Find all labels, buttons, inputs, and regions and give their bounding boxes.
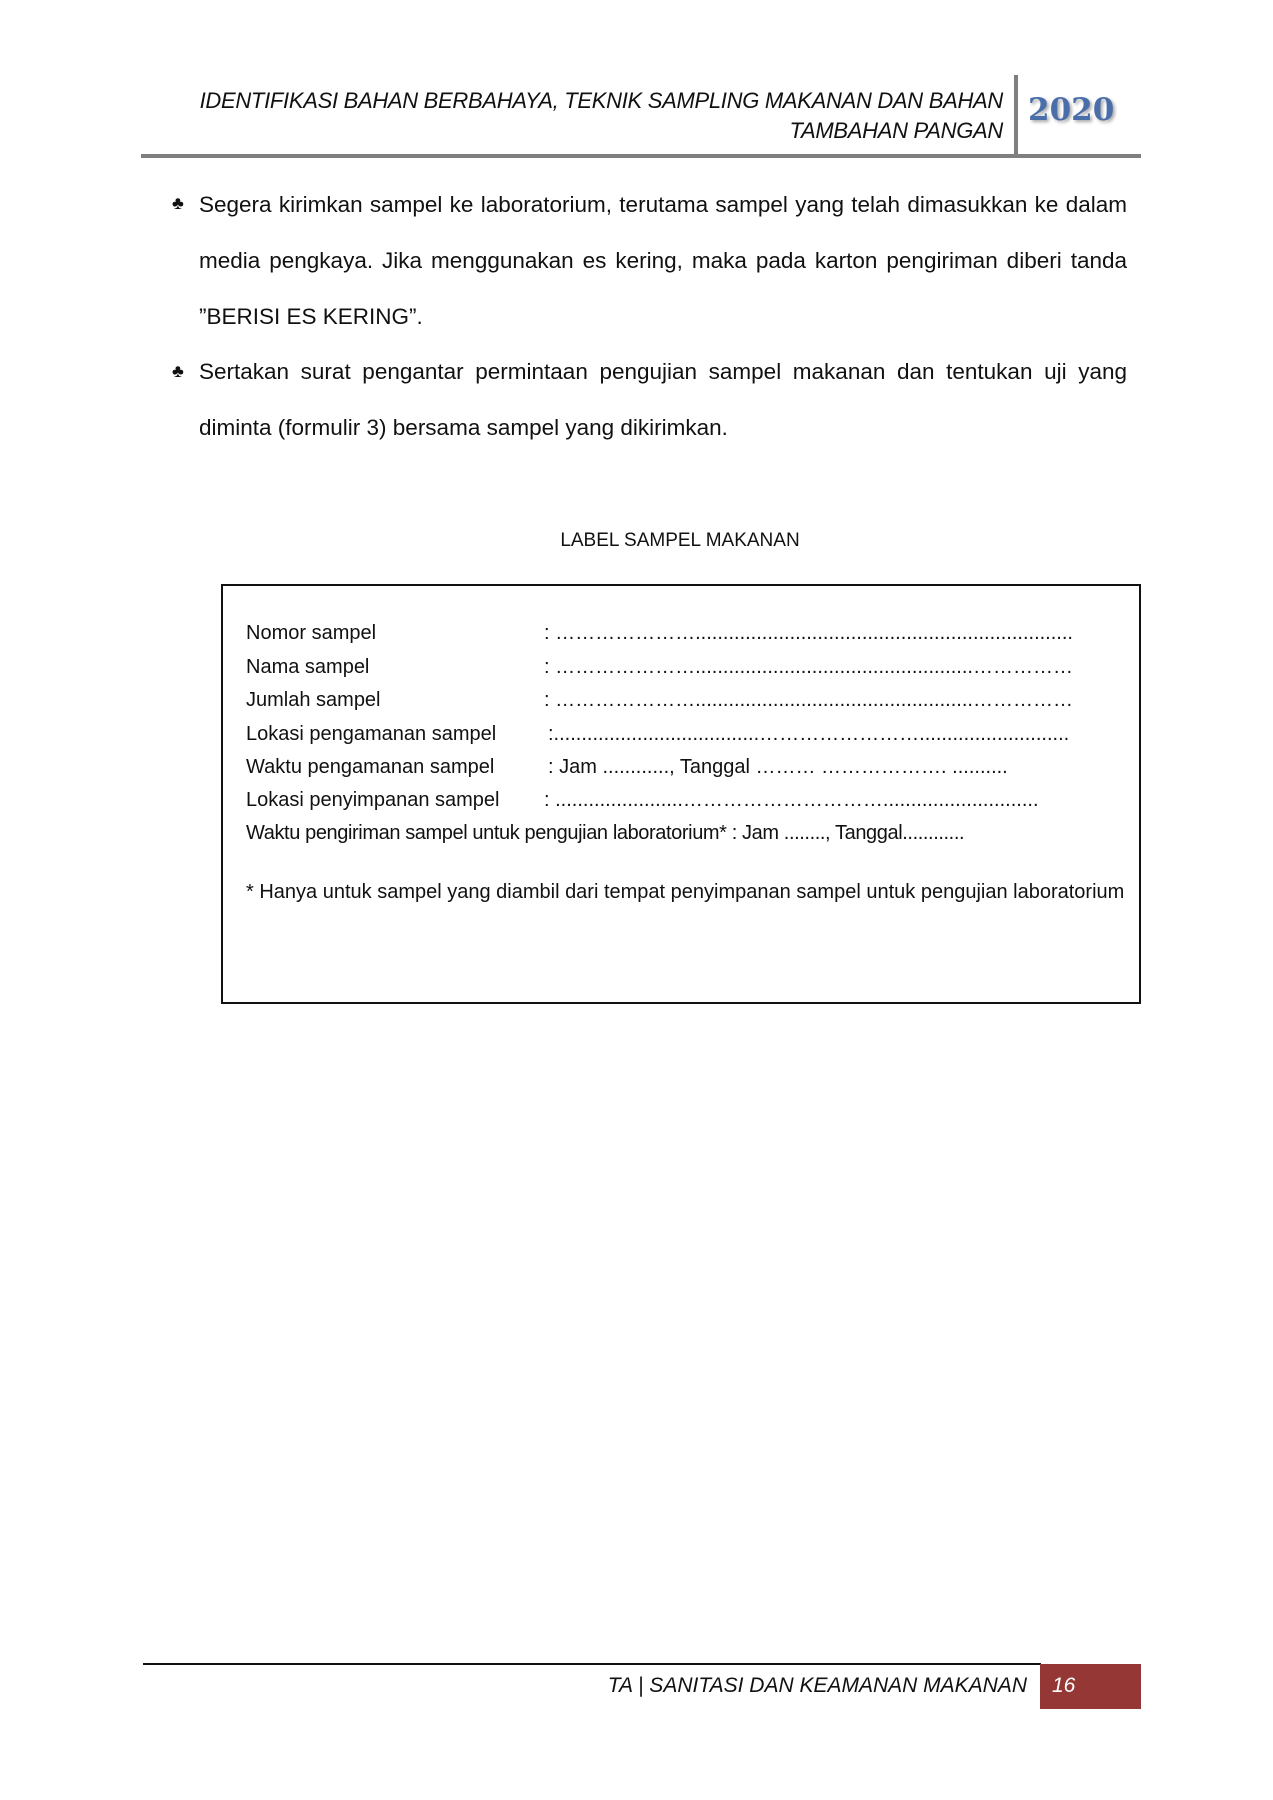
form-value: : ………………….................................................................... bbox=[544, 622, 1073, 644]
form-row-nomor bbox=[246, 617, 1073, 650]
form-value: : .......................…………………………............................ bbox=[544, 789, 1039, 811]
label-title: LABEL SAMPEL MAKANAN bbox=[560, 530, 800, 551]
header-title-line1: IDENTIFIKASI BAHAN BERBAHAYA, TEKNIK SAMPLING MAKANAN DAN BAHAN bbox=[199, 88, 1003, 113]
page-number: 16 bbox=[1052, 1674, 1076, 1697]
bullet-paragraph-1: Segera kirimkan sampel ke laboratorium, terutama sampel yang telah dimasukkan ke dalam media pengkaya. Jika menggunakan es kering, maka pada karton pengiriman diberi tanda ”BERISI ES KERING”. bbox=[199, 192, 1127, 329]
form-value: :.....................................……………………........................... bbox=[548, 723, 1070, 745]
form-row-waktu-pengiriman bbox=[246, 817, 964, 850]
form-label: Jumlah sampel bbox=[246, 689, 381, 711]
form-label: Nama sampel bbox=[246, 656, 370, 678]
form-value: : Jam ........, Tanggal............ bbox=[731, 822, 965, 844]
header-divider-vertical bbox=[1014, 75, 1018, 157]
form-row-lokasi-pengamanan bbox=[246, 718, 1070, 751]
form-row-nama bbox=[246, 651, 1073, 684]
form-row-jumlah bbox=[246, 684, 1073, 717]
footer-text: TA | SANITASI DAN KEAMANAN MAKANAN bbox=[607, 1674, 1027, 1697]
header-title-line2: TAMBAHAN PANGAN bbox=[789, 118, 1003, 143]
header-year: 2020 bbox=[1028, 92, 1115, 128]
page-number-box bbox=[1040, 1664, 1141, 1709]
form-row-lokasi-penyimpanan bbox=[246, 784, 1039, 817]
running-header-title bbox=[103, 86, 1003, 146]
form-label: Nomor sampel bbox=[246, 622, 377, 644]
bullet-paragraph-2: Sertakan surat pengantar permintaan pengujian sampel makanan dan tentukan uji yang diminta (formulir 3) bersama sampel yang dikirimkan. bbox=[199, 359, 1127, 440]
header-rule bbox=[141, 154, 1141, 158]
form-row-waktu-pengamanan bbox=[246, 751, 1008, 784]
form-label: Lokasi pengamanan sampel bbox=[246, 723, 497, 745]
form-label: Lokasi penyimpanan sampel bbox=[246, 789, 500, 811]
label-footnote: * Hanya untuk sampel yang diambil dari tempat penyimpanan sampel untuk pengujian laboratorium bbox=[246, 881, 1125, 903]
form-value: : Jam ............, Tanggal ……… ………………. .......... bbox=[548, 756, 1008, 778]
form-label: Waktu pengamanan sampel bbox=[246, 756, 495, 778]
club-icon: ♣ bbox=[172, 193, 184, 213]
form-value: : …………………..................................................…………… bbox=[544, 689, 1073, 711]
club-icon: ♣ bbox=[172, 361, 184, 381]
form-label: Waktu pengiriman sampel untuk pengujian laboratorium* bbox=[246, 822, 727, 844]
footer-rule bbox=[143, 1663, 1041, 1665]
form-value: : …………………..................................................…………… bbox=[544, 656, 1073, 678]
